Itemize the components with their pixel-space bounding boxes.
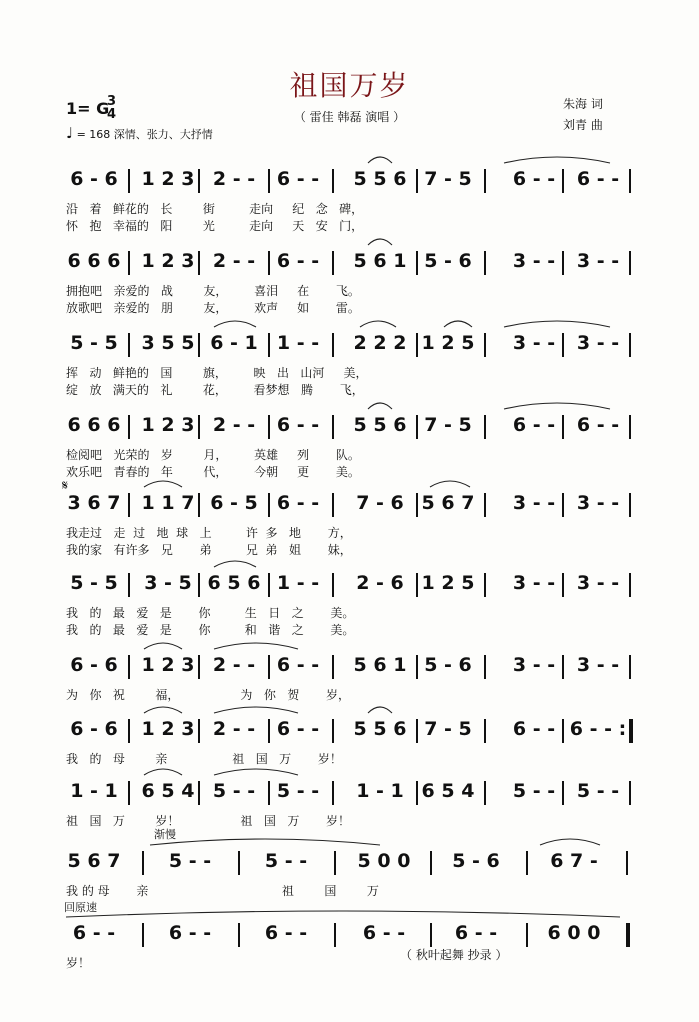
barline [629,655,631,679]
measure: 6 - - [168,922,212,944]
measure: 6 - - [454,922,498,944]
barline [332,719,334,743]
time-bottom: 4 [107,107,117,122]
composer: 刘青 曲 [563,118,603,132]
measure: 6 - - [512,718,556,740]
lyricist: 朱海 词 [563,97,603,111]
measure: 7 - 5 [424,718,472,740]
lyric-line: 我 的 母 亲 祖 国 万 岁！ [66,752,342,766]
measure: 1 - 1 [356,780,404,802]
measure: 6 5 6 [207,572,261,594]
slur [214,769,298,775]
slur [504,403,610,409]
end-barline [626,923,630,947]
lyric-line: 我 的 最 爱 是 你 生 日 之 美。 [66,606,355,620]
measure: 7 - 5 [424,168,472,190]
notes-row [0,650,699,684]
barline [629,573,631,597]
barline [268,573,270,597]
notes-row [0,846,699,880]
measure: 6 - - [276,414,320,436]
notes-row [0,164,699,198]
measure: 5 6 1 [353,250,407,272]
notes-row [0,776,699,810]
measure: 1 2 5 [421,572,475,594]
barline [562,719,564,743]
measure: 5 5 6 [353,414,407,436]
barline [334,923,336,947]
barline [198,573,200,597]
measure: 5 6 1 [353,654,407,676]
measure: 6 - 6 [70,654,118,676]
measure: 3 - - [512,492,556,514]
lyric-line: 绽 放 满天的 礼 花， 看梦想 腾 飞， [66,383,364,397]
measure: 2 - - [212,414,256,436]
barline [128,415,130,439]
barline [416,573,418,597]
slur [360,321,396,327]
barline [268,655,270,679]
slur [144,481,182,487]
measure: 2 - - [212,250,256,272]
barline [484,493,486,517]
barline [332,655,334,679]
barline [629,251,631,275]
barline [332,781,334,805]
barline [128,251,130,275]
measure: 2 - - [212,654,256,676]
barline [629,415,631,439]
measure: 6 - 1 [210,332,258,354]
lyric-line: 检阅吧 光荣的 岁 月， 英雄 列 队。 [66,448,360,462]
barline [484,781,486,805]
barline [416,719,418,743]
lyric-line: 我的家 有许多 兄 弟 兄 弟 姐 妹， [66,543,352,557]
lyric-line: 拥抱吧 亲爱的 战 友， 喜泪 在 飞。 [66,284,360,298]
barline [128,333,130,357]
barline [484,573,486,597]
barline [238,851,240,875]
barline [484,415,486,439]
barline [562,169,564,193]
measure: 5 - 5 [70,332,118,354]
lyric-line: 岁！ [66,956,91,970]
barline [128,719,130,743]
notes-row [0,328,699,362]
barline [128,573,130,597]
slow-annotation: 渐慢 [154,828,176,841]
barline [526,851,528,875]
barline [629,493,631,517]
lyric-line: 为 你 祝 福， 为 你 贺 岁， [66,688,351,702]
measure: 5 6 7 [67,850,121,872]
measure: 6 0 0 [547,922,601,944]
slur [430,481,470,487]
measure: 5 - - [576,780,620,802]
end-barline [629,719,633,743]
segno-icon: 𝄋 [62,478,69,494]
barline [268,719,270,743]
quarter-note-icon: ♩ [66,124,74,142]
barline [332,333,334,357]
barline [268,415,270,439]
slur [144,769,182,775]
barline [562,781,564,805]
slur [368,239,392,245]
measure: 7 - 6 [356,492,404,514]
measure: 6 - - : [569,718,627,740]
barline [416,415,418,439]
measure: 1 2 3 [141,250,195,272]
measure: 5 - 6 [424,654,472,676]
slur [144,643,182,649]
measure: 6 6 6 [67,414,121,436]
measure: 3 - - [512,572,556,594]
measure: 7 - 5 [424,414,472,436]
measure: 5 - - [512,780,556,802]
barline [332,573,334,597]
lyric-line: 放歌吧 亲爱的 朋 友， 欢声 如 雷。 [66,301,360,315]
measure: 5 - - [264,850,308,872]
measure: 1 - - [276,572,320,594]
barline [430,923,432,947]
measure: 3 - 5 [144,572,192,594]
measure: 6 - - [362,922,406,944]
measure: 3 - - [512,654,556,676]
barline [484,251,486,275]
barline [416,251,418,275]
measure: 3 5 5 [141,332,195,354]
barline [484,169,486,193]
barline [198,333,200,357]
slur [66,911,620,917]
barline [268,493,270,517]
measure: 1 2 5 [421,332,475,354]
barline [268,333,270,357]
slur [368,157,392,163]
barline [562,333,564,357]
measure: 3 - - [512,332,556,354]
barline [484,655,486,679]
measure: 6 - - [264,922,308,944]
barline [268,781,270,805]
measure: 5 - - [276,780,320,802]
measure: 5 6 7 [421,492,475,514]
measure: 6 5 4 [141,780,195,802]
slur [144,707,182,713]
barline [484,719,486,743]
measure: 3 - - [576,492,620,514]
lyric-line: 挥 动 鲜艳的 国 旗， 映 出 山河 美， [66,366,368,380]
measure: 1 2 3 [141,718,195,740]
notes-row [0,488,699,522]
credits [563,94,603,136]
measure: 3 - - [576,332,620,354]
measure: 6 - - [512,414,556,436]
measure: 2 - - [212,718,256,740]
slur [214,707,298,713]
measure: 5 - - [168,850,212,872]
barline [629,333,631,357]
barline [416,655,418,679]
slur [504,321,610,327]
tempo-text: = 168 深情、张力、大抒情 [76,128,213,141]
notes-row [0,246,699,280]
barline [526,923,528,947]
lyric-line: 怀 抱 幸福的 阳 光 走向 天 安 门， [66,219,364,233]
barline [562,493,564,517]
tempo-marking [66,124,213,142]
slur [368,707,392,713]
time-top: 3 [107,94,117,109]
measure: 2 2 2 [353,332,407,354]
barline [198,415,200,439]
notes-row [0,714,699,748]
measure: 1 2 3 [141,168,195,190]
song-title: 祖国万岁 [289,69,410,102]
measure: 6 5 4 [421,780,475,802]
barline [198,781,200,805]
barline [332,415,334,439]
measure: 5 - 6 [452,850,500,872]
barline [128,781,130,805]
barline [268,169,270,193]
slur [150,839,380,845]
measure: 6 - - [276,250,320,272]
lyric-line: 沿 着 鲜花的 长 街 走向 纪 念 碑， [66,202,364,216]
measure: 1 - - [276,332,320,354]
measure: 1 2 3 [141,654,195,676]
singers: （ 雷佳 韩磊 演唱 ） [293,110,406,124]
measure: 2 - - [212,168,256,190]
barline [198,251,200,275]
barline [562,415,564,439]
measure: 5 5 6 [353,718,407,740]
slur [540,839,600,845]
measure: 1 2 3 [141,414,195,436]
measure: 1 - 1 [70,780,118,802]
barline [562,573,564,597]
measure: 6 - 5 [210,492,258,514]
lyric-line: 我 的 母 亲 祖 国 万 [66,884,379,898]
slur [504,157,610,163]
barline [416,781,418,805]
notes-row [0,568,699,602]
measure: 6 6 6 [67,250,121,272]
barline [629,169,631,193]
barline [268,251,270,275]
barline [332,169,334,193]
barline [142,851,144,875]
barline [332,251,334,275]
measure: 6 - 6 [70,168,118,190]
measure: 6 - - [576,168,620,190]
measure: 3 - - [576,250,620,272]
measure: 6 - - [576,414,620,436]
slur [444,321,472,327]
slur [368,403,392,409]
measure: 3 6 7 [67,492,121,514]
measure: 6 - - [72,922,116,944]
measure: 6 7 - [550,850,598,872]
barline [562,655,564,679]
barline [198,719,200,743]
notes-row [0,410,699,444]
measure: 5 - 5 [70,572,118,594]
measure: 6 - - [512,168,556,190]
lyric-line: 祖 国 万 岁！ 祖 国 万 岁！ [66,814,351,828]
measure: 6 - 6 [70,718,118,740]
measure: 1 1 7 [141,492,195,514]
lyric-line: 欢乐吧 青春的 年 代， 今朝 更 美。 [66,465,360,479]
time-signature [107,95,116,121]
barline [416,169,418,193]
barline [629,781,631,805]
barline [416,493,418,517]
barline [238,923,240,947]
barline [626,851,628,875]
measure: 3 - - [576,572,620,594]
notes-row [0,918,699,952]
measure: 6 - - [276,718,320,740]
measure: 5 - 6 [424,250,472,272]
measure: 3 - - [512,250,556,272]
measure: 2 - 6 [356,572,404,594]
slur [214,321,256,327]
slur [214,643,298,649]
slur [214,561,256,567]
tempo-return-annotation: 回原速 [64,901,97,914]
measure: 5 5 6 [353,168,407,190]
barline [128,493,130,517]
barline [198,169,200,193]
barline [416,333,418,357]
measure: 5 0 0 [357,850,411,872]
barline [484,333,486,357]
measure: 6 - - [276,654,320,676]
barline [142,923,144,947]
key-signature: 1= G [66,99,110,118]
measure: 6 - - [276,168,320,190]
measure: 6 - - [276,492,320,514]
lyric-line: 我 的 最 爱 是 你 和 谐 之 美。 [66,623,355,637]
measure: 3 - - [576,654,620,676]
barline [430,851,432,875]
barline [562,251,564,275]
transcriber: （ 秋叶起舞 抄录 ） [400,948,508,962]
barline [198,493,200,517]
barline [128,169,130,193]
barline [332,493,334,517]
barline [128,655,130,679]
lyric-line: 我走过 走 过 地 球 上 许 多 地 方， [66,526,352,540]
barline [198,655,200,679]
barline [334,851,336,875]
measure: 5 - - [212,780,256,802]
